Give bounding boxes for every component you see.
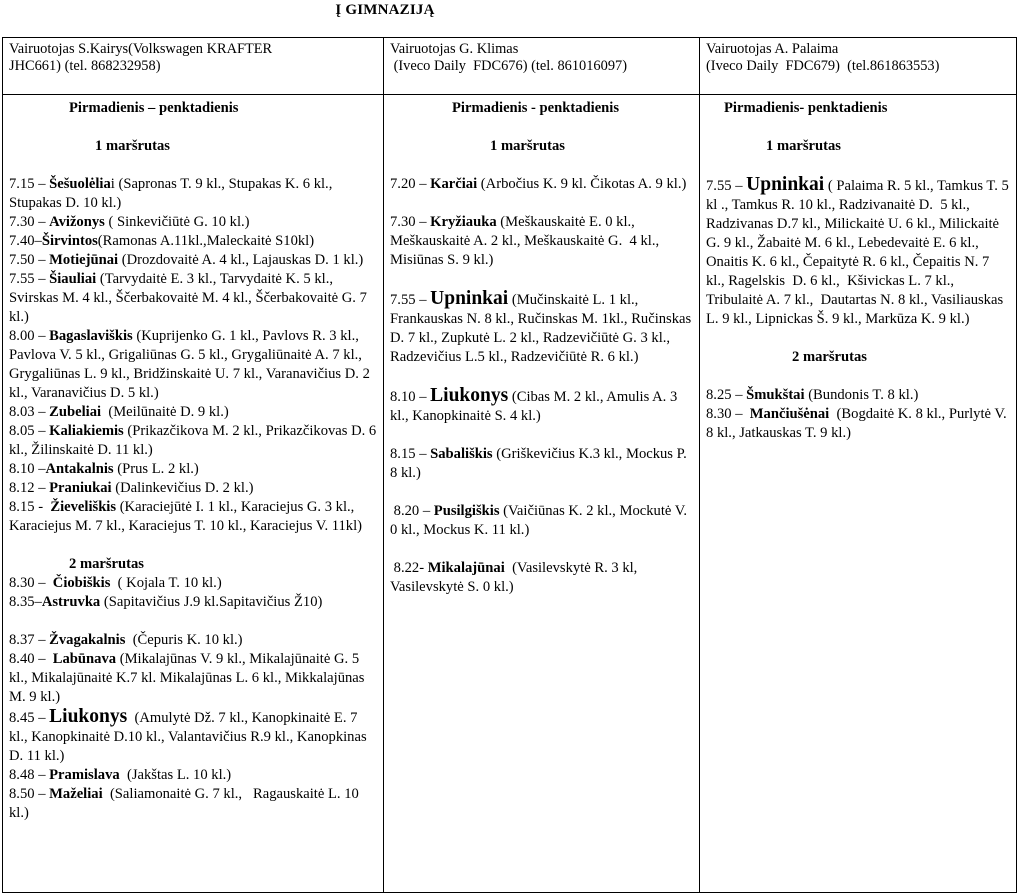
stop-passengers: (Ramonas A.11kl.,Maleckaitė S10kl) [97, 233, 315, 249]
stop-time: 8.12 – [9, 480, 50, 496]
stop-passengers: (Sapitavičius J.9 kl.Sapitavičius Ž10) [100, 594, 323, 610]
stop-list [706, 386, 1010, 443]
stop-entry [9, 460, 377, 479]
stop-place: Žieveliškis [50, 499, 117, 515]
stop-place: Upninkai [430, 288, 509, 309]
stop-time: 8.30 – [9, 575, 53, 591]
stop-passengers: (Karaciejūtė I. 1 kl., Karaciejus G. 3 kl., Karaciejus M. 7 kl., Karaciejus T. 10 kl., Karaciejus V. 11kl) [9, 499, 362, 534]
stop-entry [9, 631, 377, 650]
stop-time: 7.30 – [9, 214, 50, 230]
route-heading: 2 maršrutas [792, 349, 867, 365]
driver-line: Vairuotojas S.Kairys(Volkswagen KRAFTER [9, 41, 273, 57]
stop-entry [390, 445, 693, 483]
stop-place: Zubeliai [49, 404, 102, 420]
stop-time: 8.03 – [9, 404, 50, 420]
driver-header-2 [384, 38, 700, 95]
stop-entry [9, 574, 377, 593]
stop-place: Liukonys [49, 706, 128, 727]
schedule-column-1 [3, 95, 384, 893]
stop-passengers: (Vasilevskytė R. 3 kl, Vasilevskytė S. 0 kl.) [390, 560, 641, 595]
stop-entry [9, 403, 377, 422]
stop-time: 7.15 – [9, 176, 50, 192]
schedule-table [2, 37, 1017, 893]
driver-line: Vairuotojas A. Palaima [706, 41, 839, 57]
stop-time: 8.15 – [390, 446, 431, 462]
route-heading: 1 maršrutas [490, 138, 565, 154]
stop-passengers: (Jakštas L. 10 kl.) [119, 767, 232, 783]
stop-time: 8.40 – [9, 651, 53, 667]
page-title: Į GIMNAZIJĄ [335, 2, 435, 18]
stop-passengers: (Saliamonaitė G. 7 kl., Ragauskaitė L. 10 kl.) [9, 786, 363, 821]
stop-entry [390, 502, 693, 540]
schedule-column-2 [384, 95, 700, 893]
stop-time: 7.20 – [390, 176, 431, 192]
stop-place: Karčiai [430, 176, 478, 192]
stop-time: 7.40– [9, 233, 42, 249]
stop-time: 8.05 – [9, 423, 50, 439]
driver-vehicle-line: JHC661) (tel. 868232958) [9, 58, 161, 74]
route-heading: 1 maršrutas [95, 138, 170, 154]
stop-time: 8.10 – [390, 389, 431, 405]
stop-entry [9, 327, 377, 403]
stop-list [390, 175, 693, 597]
stop-entry [390, 213, 693, 270]
stop-place: Šešuolėlia [49, 176, 111, 192]
stop-place: Širvintos [41, 233, 98, 249]
stop-entry [706, 405, 1010, 443]
driver-vehicle-line: (Iveco Daily FDC679) (tel.861863553) [706, 58, 940, 74]
driver-header-3 [700, 38, 1017, 95]
stop-passengers: (Drozdovaitė A. 4 kl., Lajauskas D. 1 kl.) [118, 252, 364, 268]
stop-passengers: (Bogdaitė K. 8 kl., Purlytė V. 8 kl., Jatkauskas T. 9 kl.) [706, 406, 1011, 441]
stop-entry [9, 593, 377, 612]
route-heading: 1 maršrutas [766, 138, 841, 154]
stop-place: Astruvka [41, 594, 101, 610]
stop-place: Mikalajūnai [427, 560, 505, 576]
stop-passengers: (Kuprijenko G. 1 kl., Pavlovs R. 3 kl., Pavlova V. 5 kl., Grigaliūnas G. 5 kl., Grygaliūnaitė A. 7 kl., Grygaliūnas L. 9 kl., Bridžinskaitė U. 7 kl., Varanavičius D. 2 kl., Varanavičius D. 5 kl.) [9, 328, 374, 401]
stop-passengers: ( Kojala T. 10 kl.) [110, 575, 222, 591]
stop-passengers: (Čepuris K. 10 kl.) [125, 632, 243, 648]
stop-list [706, 174, 1013, 329]
stop-place: Pramislava [49, 767, 120, 783]
stop-time: 8.37 – [9, 632, 50, 648]
stop-place: Žvagakalnis [49, 632, 126, 648]
stop-place: Pusilgiškis [433, 503, 500, 519]
weekday-range: Pirmadienis - penktadienis [452, 100, 620, 116]
stop-passengers: (Arbočius K. 9 kl. Čikotas A. 9 kl.) [477, 176, 687, 192]
stop-time: 8.50 – [9, 786, 50, 802]
stop-entry [390, 386, 693, 426]
stop-entry [706, 174, 1013, 329]
stop-place: Labūnava [52, 651, 117, 667]
weekday-range: Pirmadienis – penktadienis [69, 100, 239, 116]
schedule-column-3 [700, 95, 1017, 893]
stop-time: 8.22- [390, 560, 428, 576]
stop-passengers: (Mučinskaitė L. 1 kl., Frankauskas N. 8 kl., Ručinskas M. 1kl., Ručinskas D. 7 kl., Zupkutė L. 2 kl., Radzevičiūtė G. 3 kl., Radzevičius L.5 kl., Radzevičiūtė R. 6 kl.) [390, 292, 695, 365]
stop-entry [9, 422, 380, 460]
stop-passengers: (Mikalajūnas V. 9 kl., Mikalajūnaitė G. 5 kl., Mikalajūnaitė K.7 kl. Mikalajūnas L. 6 kl., Mikkalajūnas M. 9 kl.) [9, 651, 369, 705]
stop-passengers: (Dalinkevičius D. 2 kl.) [111, 480, 254, 496]
stop-entry [390, 175, 693, 194]
stop-time: 7.55 – [390, 292, 431, 308]
stop-entry [9, 766, 377, 785]
stop-entry [9, 232, 377, 251]
stop-time: 7.50 – [9, 252, 50, 268]
stop-passengers: (Meškauskaitė E. 0 kl., Meškauskaitė A. 2 kl., Meškauskaitė G. 4 kl., Misiūnas S. 9 kl.) [390, 214, 663, 268]
stop-passengers: (Prikazčikova M. 2 kl., Prikazčikovas D. 6 kl., Žilinskaitė D. 11 kl.) [9, 423, 380, 458]
stop-passengers: (Bundonis T. 8 kl.) [804, 387, 919, 403]
stop-time: 8.30 – [706, 406, 750, 422]
stop-passengers: (Prus L. 2 kl.) [113, 461, 199, 477]
stop-passengers: (Amulytė Dž. 7 kl., Kanopkinaitė E. 7 kl., Kanopkinaitė D.10 kl., Valantavičius R.9 kl., Kanopkinas D. 11 kl.) [9, 710, 371, 764]
stop-place: Liukonys [430, 385, 509, 406]
stop-time: 8.48 – [9, 767, 50, 783]
driver-header-1 [3, 38, 384, 95]
stop-place: Mančiušėnai [749, 406, 830, 422]
stop-list [9, 631, 377, 823]
stop-place: Motiejūnai [49, 252, 119, 268]
stop-place: Antakalnis [45, 461, 114, 477]
stop-passengers: (Tarvydaitė E. 3 kl., Tarvydaitė K. 5 kl., Svirskas M. 4 kl., Ščerbakovaitė M. 4 kl., Ščerbakovaitė G. 7 kl.) [9, 271, 371, 325]
stop-time: 8.25 – [706, 387, 747, 403]
route-heading: 2 maršrutas [69, 556, 144, 572]
stop-entry [9, 479, 377, 498]
weekday-range: Pirmadienis- penktadienis [724, 100, 888, 116]
stop-entry [9, 498, 377, 536]
stop-place: Upninkai [746, 174, 825, 195]
stop-entry [9, 213, 377, 232]
stop-place: Šiauliai [49, 271, 97, 287]
stop-place: Maželiai [49, 786, 103, 802]
stop-place: Sabališkis [430, 446, 493, 462]
stop-entry [9, 650, 377, 707]
stop-place: Bagaslaviškis [49, 328, 133, 344]
stop-place: Čiobiškis [52, 575, 111, 591]
stop-passengers: (Cibas M. 2 kl., Amulis A. 3 kl., Kanopkinaitė S. 4 kl.) [390, 389, 681, 424]
driver-line: Vairuotojas G. Klimas [390, 41, 519, 57]
stop-time: 7.30 – [390, 214, 431, 230]
stop-time: 8.00 – [9, 328, 50, 344]
stop-entry [9, 707, 377, 766]
stop-place: Šmukštai [746, 387, 805, 403]
stop-list [9, 574, 377, 612]
stop-entry [390, 559, 693, 597]
stop-entry [9, 270, 377, 327]
stop-time: 8.15 - [9, 499, 51, 515]
stop-passengers: i (Sapronas T. 9 kl., Stupakas K. 6 kl., Stupakas D. 10 kl.) [9, 176, 337, 211]
stop-time: 8.20 – [390, 503, 434, 519]
stop-passengers: (Griškevičius K.3 kl., Mockus P. 8 kl.) [390, 446, 691, 481]
stop-time: 7.55 – [706, 178, 747, 194]
stop-time: 8.35– [9, 594, 42, 610]
stop-entry [9, 785, 377, 823]
stop-entry [390, 289, 693, 367]
stop-place: Kryžiauka [430, 214, 497, 230]
stop-entry [706, 386, 1010, 405]
stop-time: 8.10 – [9, 461, 46, 477]
stop-entry [9, 175, 377, 213]
stop-place: Praniukai [49, 480, 112, 496]
stop-entry [9, 251, 377, 270]
driver-vehicle-line: (Iveco Daily FDC676) (tel. 861016097) [390, 58, 628, 74]
stop-time: 7.55 – [9, 271, 50, 287]
stop-passengers: ( Palaima R. 5 kl., Tamkus T. 5 kl ., Tamkus R. 10 kl., Radzivanaitė D. 5 kl., Radzivanas D.7 kl., Milickaitė U. 6 kl., Milickaitė G. 9 kl., Žabaitė M. 6 kl., Lebedevaitė E. 6 kl., Onaitis K. 6 kl., Čepaitytė R. 6 kl., Čepaitis N. 7 kl., Ragelskis D. 6 kl., Kšivickas L. 7 kl., Tribulaitė A. 7 kl., Dautartas N. 8 kl., Vasiliauskas L. 9 kl., Lipnickas Š. 9 kl., Markūza K. 9 kl.) [706, 178, 1013, 327]
stop-passengers: (Meilūnaitė D. 9 kl.) [101, 404, 229, 420]
stop-list [9, 175, 380, 536]
stop-place: Kaliakiemis [49, 423, 124, 439]
stop-time: 8.45 – [9, 710, 50, 726]
stop-passengers: ( Sinkevičiūtė G. 10 kl.) [104, 214, 250, 230]
stop-passengers: (Vaičiūnas K. 2 kl., Mockutė V. 0 kl., Mockus K. 11 kl.) [390, 503, 691, 538]
stop-place: Avižonys [49, 214, 105, 230]
